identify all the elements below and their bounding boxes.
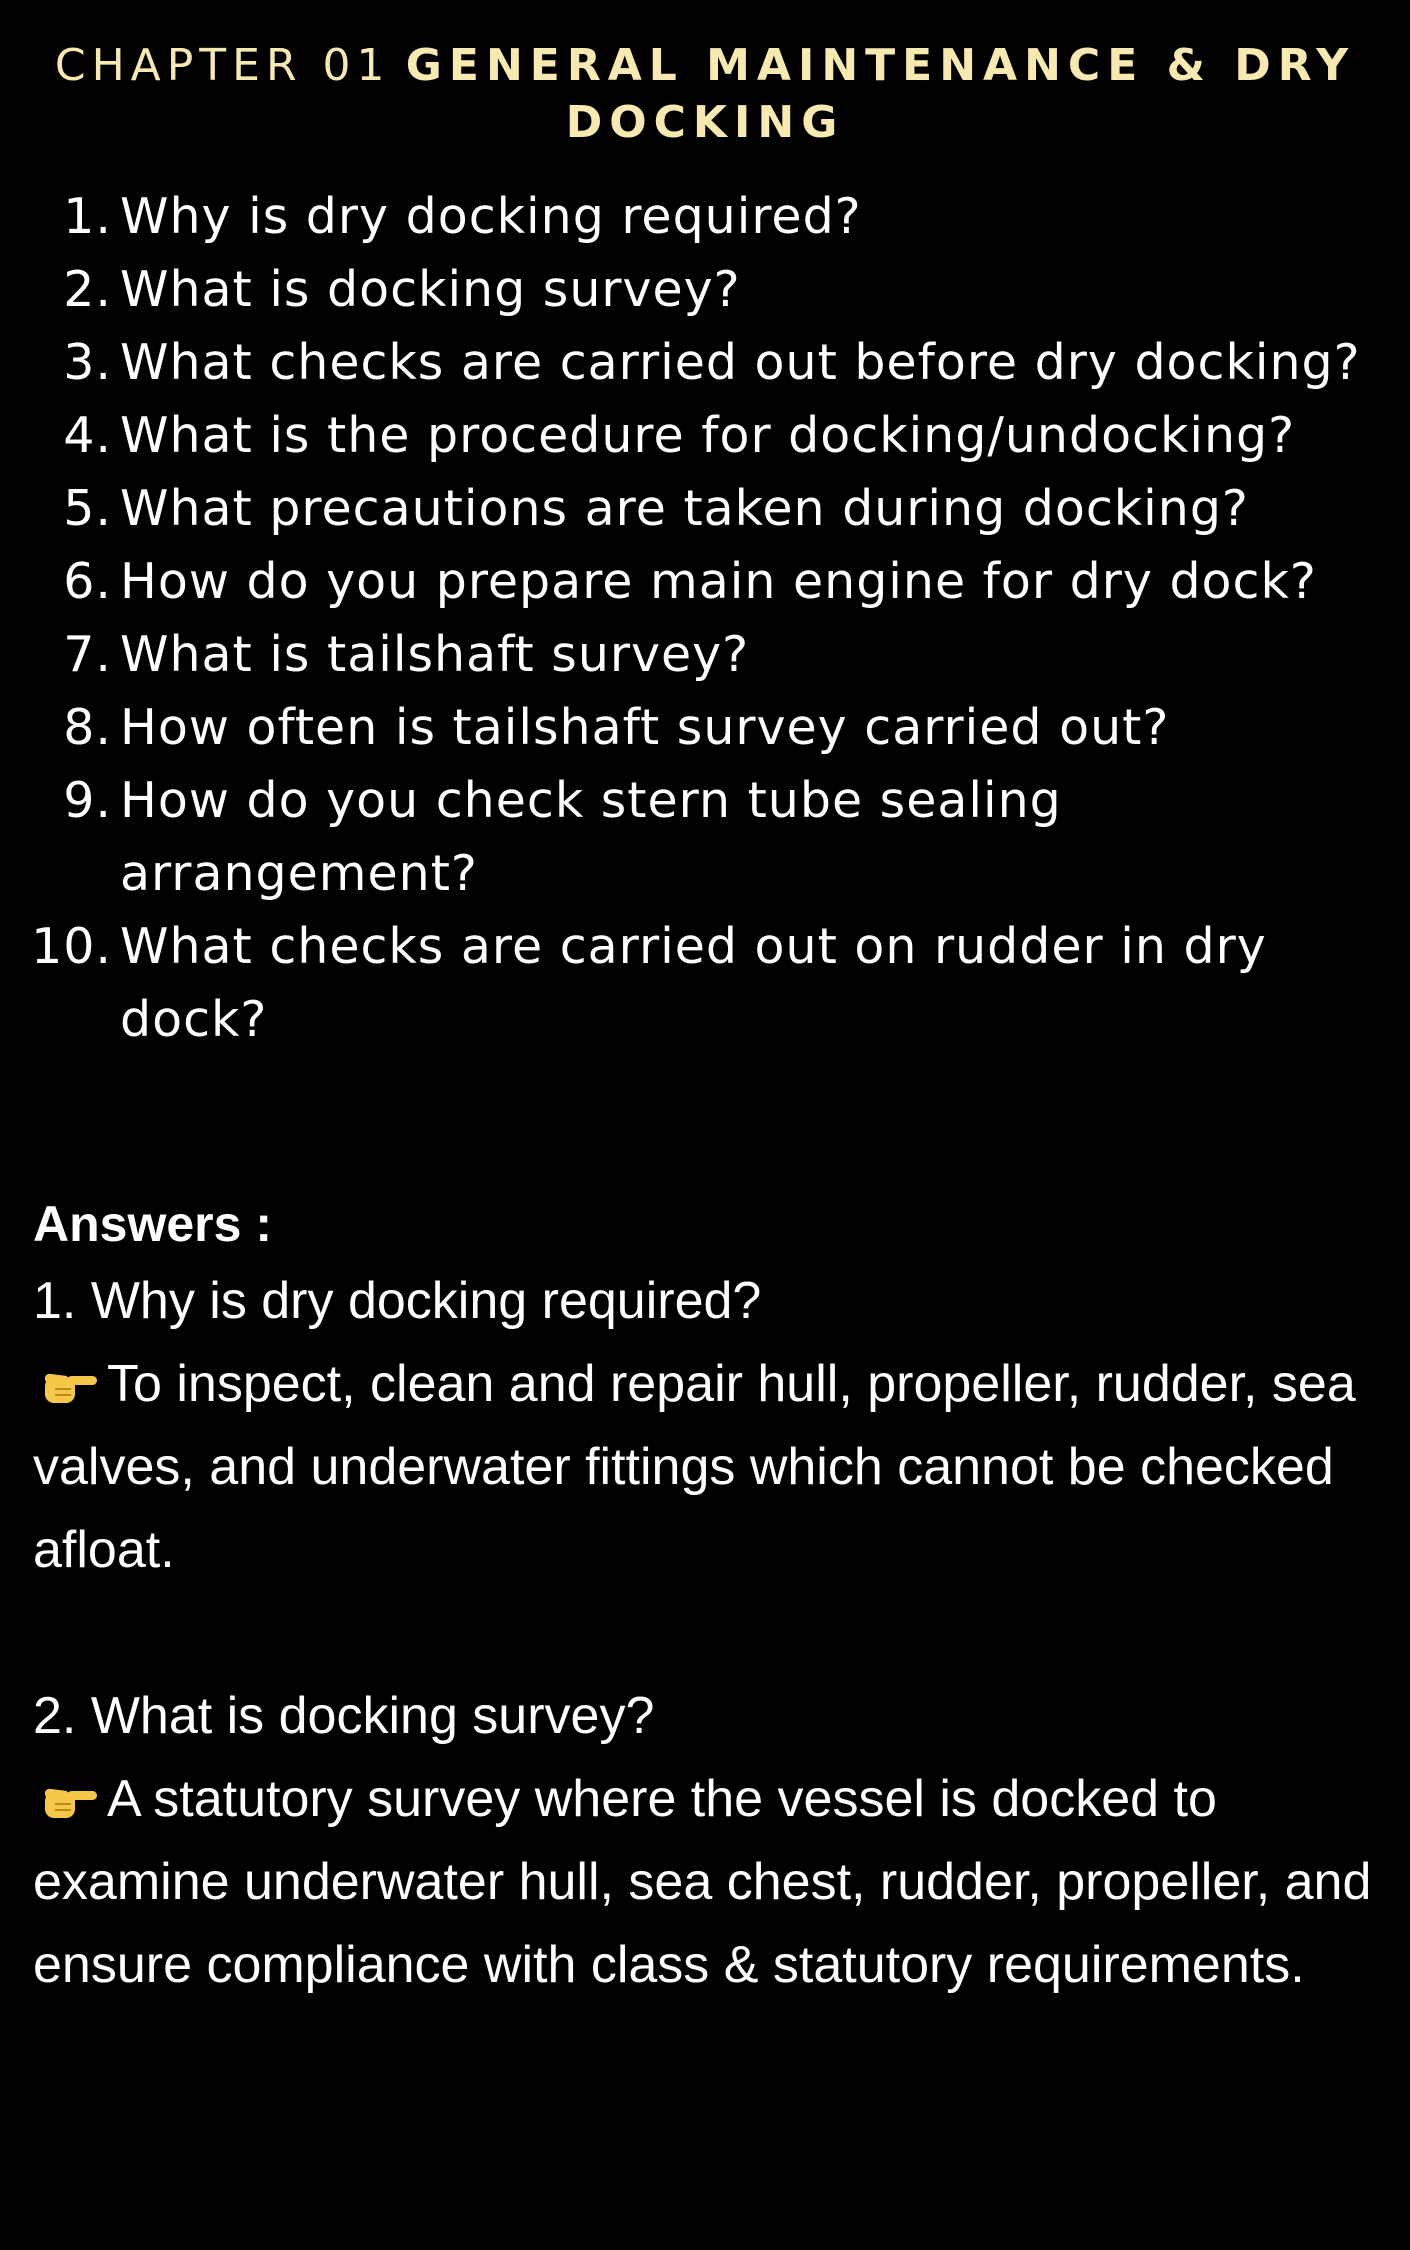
- question-text: Why is dry docking required?: [120, 188, 862, 245]
- question-number: 8.: [63, 699, 112, 756]
- question-item: [0, 545, 1410, 618]
- question-item: [0, 399, 1410, 472]
- answer-question: 1. Why is dry docking required?: [33, 1272, 762, 1330]
- question-number: 2.: [63, 261, 112, 318]
- question-text: What is docking survey?: [120, 261, 741, 318]
- question-text: What checks are carried out on rudder in dry dock?: [120, 918, 1267, 1048]
- answer-body: [33, 1343, 1393, 1592]
- question-number: 3.: [63, 334, 112, 391]
- chapter-label: CHAPTER 01: [54, 40, 391, 91]
- answer-item: [33, 1675, 1393, 2007]
- question-text: What is the procedure for docking/undocking?: [120, 407, 1296, 464]
- question-item: [0, 472, 1410, 545]
- question-number: 4.: [63, 407, 112, 464]
- question-item: [0, 180, 1410, 253]
- question-item: [0, 618, 1410, 691]
- question-text: What precautions are taken during docking?: [120, 480, 1249, 537]
- answers-section: [33, 1188, 1393, 2007]
- question-text: How often is tailshaft survey carried out?: [120, 699, 1170, 756]
- answers-heading: Answers :: [33, 1196, 272, 1252]
- question-number: 6.: [63, 553, 112, 610]
- chapter-header: [0, 42, 1410, 156]
- pointing-hand-icon: [41, 1784, 99, 1820]
- answer-body: [33, 1758, 1393, 2007]
- spacer: [33, 1592, 1393, 1675]
- pointing-hand-icon: [41, 1369, 99, 1405]
- chapter-title: GENERAL MAINTENANCE & DRY DOCKING: [405, 40, 1356, 148]
- answer-item: [33, 1260, 1393, 1592]
- question-item: [0, 691, 1410, 764]
- question-item: [0, 910, 1410, 1056]
- question-number: 7.: [63, 626, 112, 683]
- question-number: 9.: [63, 772, 112, 829]
- question-item: [0, 764, 1410, 910]
- question-text: What is tailshaft survey?: [120, 626, 750, 683]
- answer-text: To inspect, clean and repair hull, propeller, rudder, sea valves, and underwater fittings which cannot be checked afloat.: [33, 1355, 1356, 1579]
- question-number: 10.: [31, 918, 112, 975]
- question-number: 5.: [63, 480, 112, 537]
- answer-text: A statutory survey where the vessel is docked to examine underwater hull, sea chest, rudder, propeller, and ensure compliance with class & statutory requirements.: [33, 1770, 1372, 1994]
- question-list: [0, 180, 1410, 1056]
- question-item: [0, 253, 1410, 326]
- question-number: 1.: [63, 188, 112, 245]
- answer-question: 2. What is docking survey?: [33, 1687, 655, 1745]
- question-text: How do you prepare main engine for dry dock?: [120, 553, 1317, 610]
- question-item: [0, 326, 1410, 399]
- question-text: How do you check stern tube sealing arrangement?: [120, 772, 1062, 902]
- question-text: What checks are carried out before dry docking?: [120, 334, 1361, 391]
